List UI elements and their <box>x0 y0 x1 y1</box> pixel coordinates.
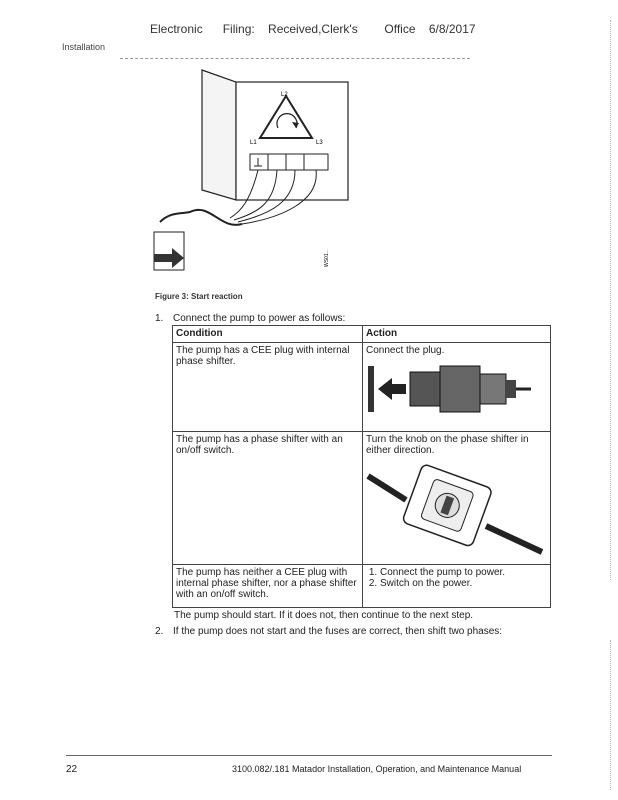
action-cell <box>363 343 551 432</box>
condition-cell: The pump has a CEE plug with internal phase shifter. <box>173 343 363 432</box>
scan-edge-mark <box>600 20 611 580</box>
filing-stamp: Electronic Filing: Received,Clerk's Office 6/8/2017 <box>150 22 476 36</box>
footer-manual-title: 3100.082/.181 Matador Installation, Operation, and Maintenance Manual <box>232 764 522 774</box>
figure-code: WS01... <box>324 249 330 267</box>
label-l2: L2 <box>281 92 288 98</box>
action-cell <box>363 432 551 565</box>
table-row <box>173 343 551 432</box>
footer-divider <box>66 755 552 756</box>
page-number: 22 <box>66 764 78 775</box>
label-l1: L1 <box>250 140 257 146</box>
section-header: Installation <box>62 42 106 52</box>
action-item: 1. Connect the pump to power. <box>380 567 547 578</box>
table-row <box>173 565 551 608</box>
step-2 <box>155 626 502 637</box>
condition-cell: The pump has a phase shifter with an on/off switch. <box>173 432 363 565</box>
table-row <box>173 432 551 565</box>
label-l3: L3 <box>316 140 323 146</box>
phase-shifter-image <box>366 456 546 556</box>
step-number: 1. <box>155 313 164 324</box>
action-text: Connect the plug. <box>366 345 445 356</box>
start-reaction-figure <box>150 62 350 290</box>
step-text: Connect the pump to power as follows: <box>173 313 346 324</box>
action-item: 2. Switch on the power. <box>380 578 547 589</box>
action-list <box>366 567 547 589</box>
condition-cell: The pump has neither a CEE plug with internal phase shifter, nor a phase shifter with an on/off switch. <box>173 565 363 608</box>
header-divider <box>120 58 470 59</box>
action-text: Turn the knob on the phase shifter in either direction. <box>366 434 529 456</box>
cee-plug-image <box>366 356 546 418</box>
condition-action-table <box>172 325 551 608</box>
step-number: 2. <box>155 626 164 637</box>
figure-caption: Figure 3: Start reaction <box>155 292 243 301</box>
step-result-note: The pump should start. If it does not, then continue to the next step. <box>174 610 474 621</box>
step-1 <box>155 313 345 324</box>
step-text: If the pump does not start and the fuses are correct, then shift two phases: <box>173 626 503 637</box>
scan-edge-mark <box>600 640 611 790</box>
header-condition: Condition <box>173 326 363 343</box>
action-cell <box>363 565 551 608</box>
header-action: Action <box>363 326 551 343</box>
